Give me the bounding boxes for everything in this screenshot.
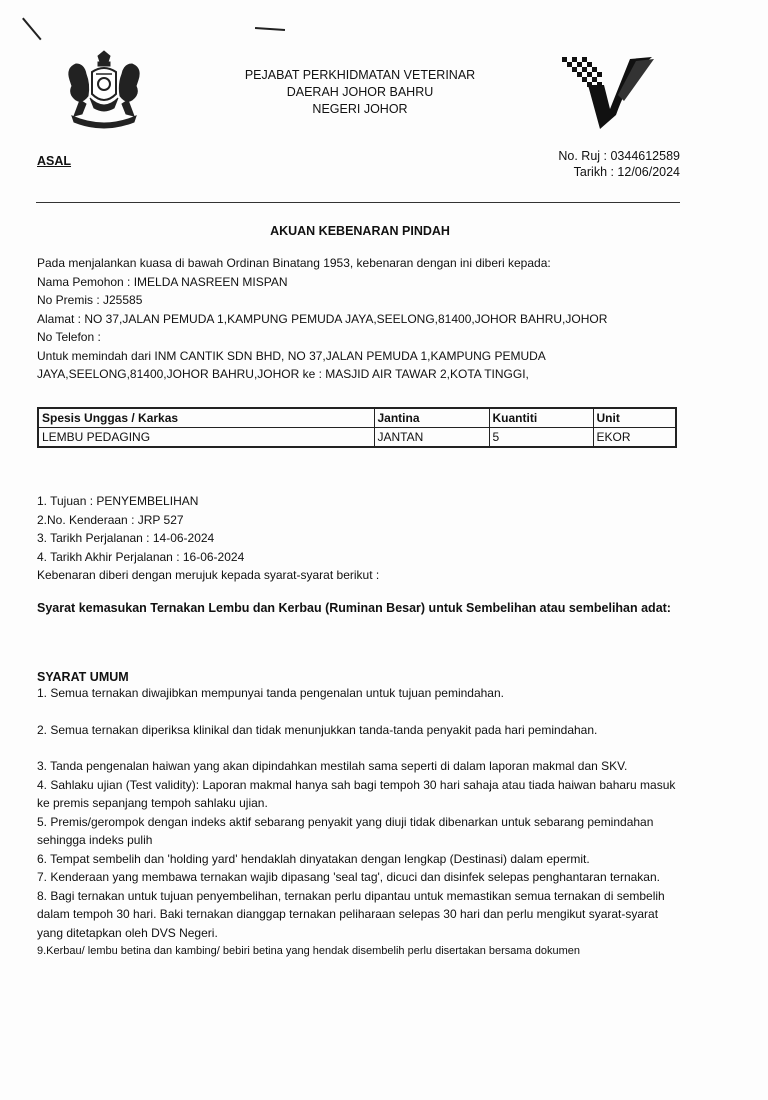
reference-date: Tarikh : 12/06/2024: [573, 165, 680, 179]
condition-item: 9.Kerbau/ lembu betina dan kambing/ bebiri betina yang hendak disembelih perlu disertakan bersama dokumen: [37, 945, 581, 957]
travel-end-date: 4. Tarikh Akhir Perjalanan : 16-06-2024: [37, 549, 245, 564]
phone-number: No Telefon :: [37, 330, 101, 344]
condition-item: 8. Bagi ternakan untuk tujuan penyembelihan, ternakan perlu dipantau untuk memastikan semua ternakan di sembelih dalam tempoh 30 hari. Baki ternakan dianggap ternakan peliharaan selepas 30 hari dan perlu mengikut syarat-syarat yang ditetapkan oleh DVS Negeri.: [37, 888, 665, 940]
column-header: Spesis Unggas / Karkas: [38, 408, 374, 428]
premise-number: No Premis : J25585: [37, 293, 143, 307]
table-cell: 5: [489, 428, 593, 448]
permission-note: Kebenaran diberi dengan merujuk kepada syarat-syarat berikut :: [37, 568, 380, 582]
condition-item: 4. Sahlaku ujian (Test validity): Laporan makmal hanya sah bagi tempoh 30 hari sahaja atau tiada haiwan baharu masuk ke premis sepanjang tempoh sahlaku ujian.: [37, 777, 676, 810]
scan-mark: [255, 27, 285, 31]
condition-item: 1. Semua ternakan diwajibkan mempunyai tanda pengenalan untuk tujuan pemindahan.: [37, 686, 504, 700]
johor-coat-of-arms-icon: [62, 50, 146, 132]
column-header: Jantina: [374, 408, 489, 428]
table-header-row: [38, 408, 676, 428]
condition-item: 5. Premis/gerompok dengan indeks aktif sebarang penyakit yang diuji tidak dibenarkan untuk sebarang pemindahan sehingga indeks pulih: [37, 814, 654, 847]
intro-line: Pada menjalankan kuasa di bawah Ordinan Binatang 1953, kebenaran dengan ini diberi kepada:: [37, 256, 551, 270]
document-title: AKUAN KEBENARAN PINDAH: [270, 224, 450, 238]
table-cell: JANTAN: [374, 428, 489, 448]
asal-label: ASAL: [37, 154, 72, 168]
permit-details: [37, 492, 697, 585]
condition-item: 6. Tempat sembelih dan 'holding yard' hendaklah dinyatakan dengan lengkap (Destinasi) dalam epermit.: [37, 851, 590, 866]
transfer-line-2: JAYA,SEELONG,81400,JOHOR BAHRU,JOHOR ke : MASJID AIR TAWAR 2,KOTA TINGGI,: [37, 367, 529, 381]
address: Alamat : NO 37,JALAN PEMUDA 1,KAMPUNG PEMUDA JAYA,SEELONG,81400,JOHOR BAHRU,JOHOR: [37, 311, 608, 326]
condition-item: 7. Kenderaan yang membawa ternakan wajib dipasang 'seal tag', dicuci dan disinfek selepas penghantaran ternakan.: [37, 870, 660, 884]
vehicle-number: 2.No. Kenderaan : JRP 527: [37, 512, 184, 527]
conditions-heading: Syarat kemasukan Ternakan Lembu dan Kerbau (Ruminan Besar) untuk Sembelihan atau sembelihan adat:: [37, 601, 671, 615]
org-line-1: PEJABAT PERKHIDMATAN VETERINAR: [244, 68, 476, 82]
organization-header: [200, 67, 520, 118]
table-cell: LEMBU PEDAGING: [38, 428, 374, 448]
scan-mark: [22, 18, 41, 40]
reference-number: No. Ruj : 0344612589: [558, 149, 680, 163]
org-line-3: NEGERI JOHOR: [312, 102, 408, 116]
applicant-name: Nama Pemohon : IMELDA NASREEN MISPAN: [37, 274, 288, 289]
travel-date: 3. Tarikh Perjalanan : 14-06-2024: [37, 531, 215, 545]
intro-section: [37, 254, 697, 384]
condition-item: 3. Tanda pengenalan haiwan yang akan dipindahkan mestilah sama seperti di dalam laporan makmal dan SKV.: [37, 759, 628, 773]
livestock-table: [37, 407, 677, 448]
table-row: [38, 428, 676, 448]
org-line-2: DAERAH JOHOR BAHRU: [286, 85, 434, 99]
column-header: Kuantiti: [489, 408, 593, 428]
condition-item: 2. Semua ternakan diperiksa klinikal dan tidak menunjukkan tanda-tanda penyakit pada hari pemindahan.: [37, 722, 598, 737]
dvs-logo-icon: [560, 55, 660, 133]
general-conditions-heading: SYARAT UMUM: [37, 670, 129, 684]
table-cell: EKOR: [593, 428, 676, 448]
transfer-line-1: Untuk memindah dari INM CANTIK SDN BHD, NO 37,JALAN PEMUDA 1,KAMPUNG PEMUDA: [37, 348, 546, 363]
header-divider: [36, 202, 680, 203]
general-conditions-list: [37, 684, 682, 961]
reference-block: [558, 148, 680, 180]
column-header: Unit: [593, 408, 676, 428]
purpose: 1. Tujuan : PENYEMBELIHAN: [37, 494, 199, 508]
